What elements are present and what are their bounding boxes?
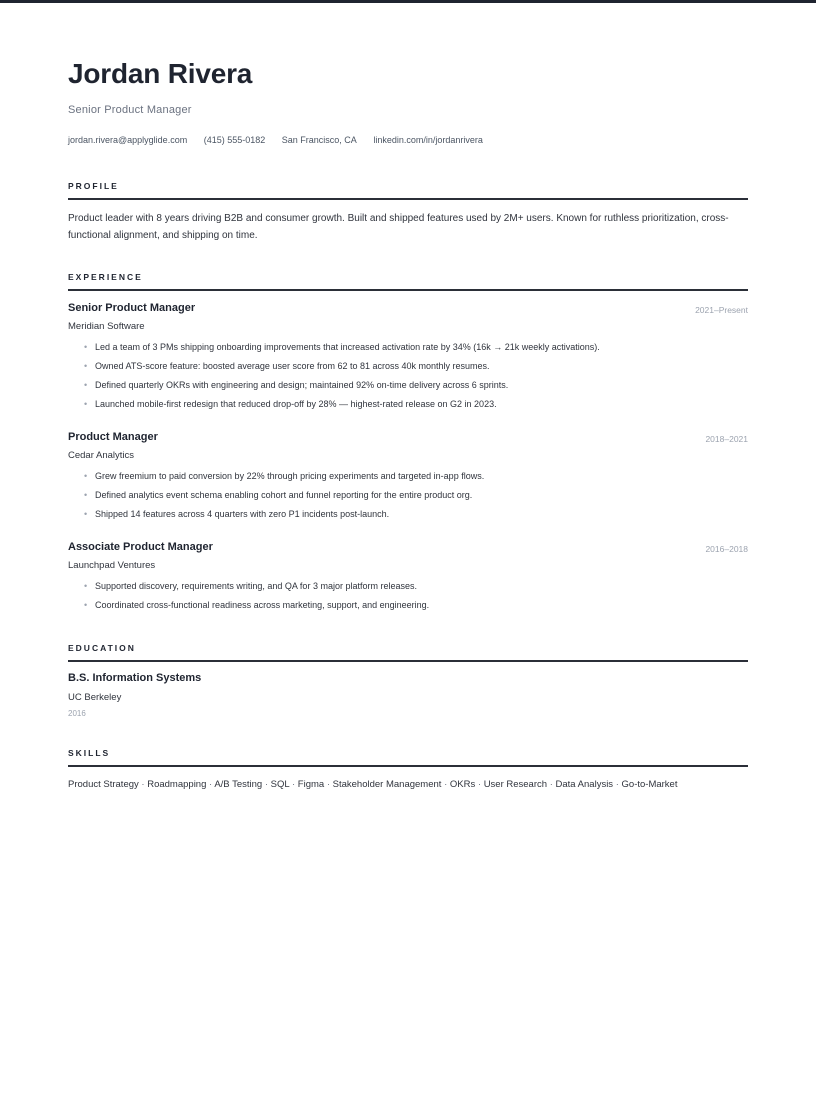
section-divider [68,765,748,767]
skill-item: SQL [270,779,290,790]
job-title: Product Manager [68,431,158,443]
skill-separator: · [549,779,553,790]
skill-separator: · [615,779,619,790]
contact-location: San Francisco, CA [281,135,357,145]
skill-item: A/B Testing [214,779,263,790]
candidate-name: Jordan Rivera [68,58,253,89]
skill-separator: · [209,779,213,790]
bullet-dot-icon: • [84,361,88,371]
top-accent-bar [0,0,816,3]
section-education-label: EDUCATION [68,643,136,653]
skill-separator: · [326,779,330,790]
contact-phone[interactable]: (415) 555-0182 [203,135,266,145]
skill-separator: · [477,779,482,790]
education-year: 2016 [68,709,86,718]
skill-item: Data Analysis [555,779,614,790]
bullet-dot-icon: • [84,342,88,352]
section-skills-label: SKILLS [68,748,111,758]
job-title: Associate Product Manager [68,541,213,553]
skill-item: Product Strategy [68,779,139,790]
job-dates: 2018–2021 [705,434,748,444]
section-experience-label: EXPERIENCE [68,272,143,282]
bullet-text: Coordinated cross-functional readiness across marketing, support, and engineering. [95,600,430,610]
bullet-text: Owned ATS-score feature: boosted average user score from 62 to 81 across 40k monthly resumes. [95,361,490,371]
bullet-item [84,342,744,361]
bullet-dot-icon: • [84,490,88,500]
skill-item: Go-to-Market [621,779,678,790]
bullet-item [84,581,744,600]
contact-line [68,135,497,145]
bullet-item [84,380,744,399]
section-divider [68,660,748,662]
skill-separator: · [264,779,269,790]
contact-linkedin[interactable]: linkedin.com/in/jordanrivera [373,135,483,145]
job-company: Meridian Software [68,321,145,332]
candidate-title: Senior Product Manager [68,104,192,116]
skill-item: Roadmapping [147,779,207,790]
section-skills-header [68,748,748,758]
bullet-text: Defined quarterly OKRs with engineering and design; maintained 92% on-time delivery across 6 sprints. [95,380,509,390]
skill-item: OKRs [449,779,476,790]
skill-separator: · [141,779,145,790]
job-bullets [84,581,744,619]
job-entry [68,541,748,610]
bullet-item [84,471,744,490]
bullet-text: Supported discovery, requirements writing, and QA for 3 major platform releases. [95,581,417,591]
skill-item: Figma [297,779,325,790]
education-degree: B.S. Information Systems [68,672,202,684]
bullet-text: Led a team of 3 PMs shipping onboarding improvements that increased activation rate by 34% (16k → 21k weekly activations). [95,342,600,352]
section-profile-label: PROFILE [68,181,119,191]
job-dates: 2021–Present [695,305,748,315]
bullet-dot-icon: • [84,380,88,390]
job-entry [68,431,748,519]
job-company: Launchpad Ventures [68,560,156,571]
bullet-text: Shipped 14 features across 4 quarters with zero P1 incidents post-launch. [95,509,390,519]
bullet-item [84,600,744,619]
bullet-dot-icon: • [84,581,88,591]
section-education-header [68,643,748,653]
section-experience-header [68,272,748,282]
bullet-dot-icon: • [84,509,88,519]
job-entry [68,302,748,409]
profile-summary: Product leader with 8 years driving B2B and consumer growth. Built and shipped features used by 2M+ users. Known for ruthless prioritization, cross-functional alignment, and shipping on time. [68,213,729,241]
bullet-text: Grew freemium to paid conversion by 22% through pricing experiments and targeted in-app flows. [95,471,485,481]
job-title: Senior Product Manager [68,302,196,314]
contact-email[interactable]: jordan.rivera@applyglide.com [68,135,188,145]
skill-item: Stakeholder Management [332,779,442,790]
job-bullets [84,471,744,528]
section-divider [68,289,748,291]
job-dates: 2016–2018 [705,544,748,554]
bullet-dot-icon: • [84,471,88,481]
section-profile-header [68,181,748,191]
skills-list [68,779,748,790]
bullet-item [84,399,744,418]
skill-item: User Research [483,779,548,790]
job-bullets [84,342,744,418]
section-divider [68,198,748,200]
bullet-item [84,490,744,509]
bullet-item [84,361,744,380]
skill-separator: · [291,779,296,790]
job-company: Cedar Analytics [68,450,135,461]
education-school: UC Berkeley [68,692,122,703]
bullet-dot-icon: • [84,399,88,409]
skill-separator: · [444,779,448,790]
education-entry [68,672,748,718]
bullet-dot-icon: • [84,600,88,610]
bullet-text: Defined analytics event schema enabling cohort and funnel reporting for the entire product org. [95,490,473,500]
bullet-text: Launched mobile-first redesign that reduced drop-off by 28% — highest-rated release on G2 in 2023. [95,399,497,409]
bullet-item [84,509,744,528]
